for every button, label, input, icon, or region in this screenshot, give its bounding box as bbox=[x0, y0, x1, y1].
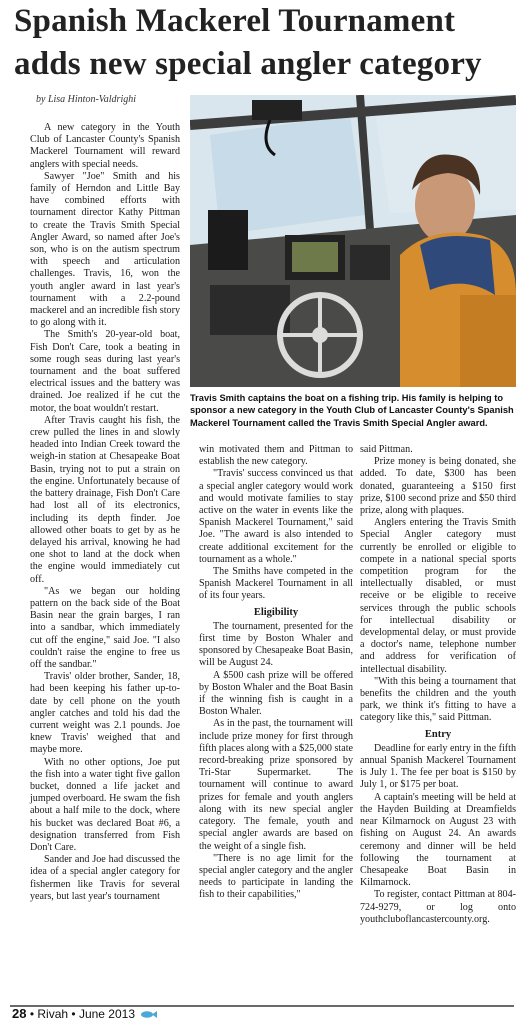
fish-icon bbox=[141, 1008, 157, 1022]
article-paragraph: As in the past, the tournament will include prize money for first through fifth places along with a $25,000 state record-breaking prize sponsored by Tri-Star Supermarket. The tournament will continue to award prizes for female and youth anglers along with its new special angler category. The female, youth and special angler awards are based on the weight of a single fish. bbox=[199, 718, 353, 852]
headline: Spanish Mackerel Tournament adds new special angler category bbox=[14, 3, 482, 82]
article-column-3 bbox=[360, 444, 516, 926]
article-paragraph: The Smiths have competed in the Spanish Mackerel Tournament in all of its four years. bbox=[199, 566, 353, 602]
article-paragraph: The tournament, presented for the first time by Boston Whaler and sponsored by Chesapeake Boat Basin, will be August 24. bbox=[199, 620, 353, 669]
section-subhead: Entry bbox=[424, 728, 452, 740]
article-paragraph: Sander and Joe had discussed the idea of a special angler category for fishermen like Travis for several years, but last year's tournament bbox=[30, 854, 180, 902]
article-paragraph: Anglers entering the Travis Smith Special Angler category must currently be enrolled or eligible to compete in a national special sports competition program for the intellectually disabled, or must receive or be eligible to receive services through the public schools for intellectual disability or developmental delay, or must provide a doctor's name, telephone number and address for verification of intellectual disability. bbox=[360, 517, 516, 675]
magazine-name: Rivah bbox=[37, 1007, 69, 1021]
article-column-1 bbox=[30, 122, 180, 903]
photo-of-boy-at-boat-helm-icon bbox=[190, 95, 516, 387]
article-paragraph: Sawyer "Joe" Smith and his family of Herndon and Little Bay have combined efforts with tournament director Kathy Pittman to create the Travis Smith Special Angler Award, so named after Joe's son, who is on the autism spectrum with speech and articulation challenges. Travis, 16, won the youth angler award in last year's tournament with a 2.2-pound mackerel and an incredible fish story to go along with it. bbox=[30, 170, 180, 329]
article-paragraph: A $500 cash prize will be offered by Boston Whaler and the Boat Basin if the winning fish is caught in a Boston Whaler. bbox=[199, 669, 353, 718]
article-paragraph: The Smith's 20-year-old boat, Fish Don't Care, took a beating in some rough seas during last year's tournament and the boat suffered electrical issues and the battery was drained. Joe realized if he cut the motor, the boat wouldn't restart. bbox=[30, 329, 180, 414]
page-footer bbox=[12, 1006, 157, 1022]
article-paragraph: With no other options, Joe put the fish into a water tight five gallon bucket, donned a life jacket and jumped overboard. He swam the fish about a half mile to the dock, where his bucket was declared Boat #6, a designation transferred from Fish Don't Care. bbox=[30, 756, 180, 853]
article-paragraph: Travis' older brother, Sander, 18, had been keeping his father up-to-date by cell phone on the youth angler catches and told his dad the current weight was 2.1 pounds. Joe knew Travis' weighed that and maybe more. bbox=[30, 671, 180, 756]
article-paragraph: "With this being a tournament that benefits the children and the youth park, we think it's fitting to have a category like this," said Pittman. bbox=[360, 675, 516, 724]
article-paragraph: After Travis caught his fish, the crew pulled the lines in and slowly headed into Indian Creek toward the weigh-in station at Chesapeake Boat Basin, trying not to put a strain on the engine. Unfortunately because of the battery drainage, Fish Don't Care had lost all of its electronics, including its depth finder. Joe allowed other boats to get by as he delayed his arrival, knowing he had one shot to land at the dock when the engine would immediately cut off. bbox=[30, 414, 180, 585]
photo-caption: Travis Smith captains the boat on a fishing trip. His family is helping to sponsor a new category in the Youth Club of Lancaster County's Spanish Mackerel Tournament called the Travis Smith Special Angler award. bbox=[190, 393, 514, 428]
article-paragraph: To register, contact Pittman at 804-724-9279, or log onto youthcluboflancastercounty.org. bbox=[360, 889, 516, 925]
section-subhead: Eligibility bbox=[253, 606, 299, 618]
article-paragraph: win motivated them and Pittman to establish the new category. bbox=[199, 444, 353, 468]
article-paragraph: "There is no age limit for the special angler category and the angler needs to participate in landing the fish to their capabilities," bbox=[199, 852, 353, 901]
article-paragraph: A new category in the Youth Club of Lancaster County's Spanish Mackerel Tournament will reward anglers with special needs. bbox=[30, 122, 180, 170]
footer-separator: • bbox=[71, 1007, 76, 1021]
article-paragraph: "As we began our holding pattern on the back side of the Boat Basin near the grain barges, I ran into a sandbar, which immediately cut off the engine," said Joe. "I also couldn't raise the engine to free us off the sandbar." bbox=[30, 585, 180, 670]
article-paragraph: said Pittman. bbox=[360, 444, 413, 455]
byline: by Lisa Hinton-Valdrighi bbox=[36, 94, 137, 105]
article-paragraph: Deadline for early entry in the fifth annual Spanish Mackerel Tournament is July 1. The fee per boat is $150 by July 1, or $175 per boat. bbox=[360, 742, 516, 791]
issue-date: June 2013 bbox=[78, 1007, 135, 1021]
page-number: 28 bbox=[12, 1006, 27, 1021]
article-paragraph: Prize money is being donated, she added. To date, $300 has been donated, guaranteeing a $150 first prize, $100 second prize and $50 third prize, along with plaques. bbox=[360, 456, 516, 517]
boat-photo bbox=[190, 95, 516, 387]
article-column-2 bbox=[199, 444, 353, 902]
article-paragraph: "Travis' success convinced us that a special angler category would work and would motivate families to stay active on the water in events like the Spanish Mackerel Tournament," said Joe. "The award is also intended to create additional excitement for the tournament as a whole." bbox=[199, 468, 353, 565]
article-paragraph: A captain's meeting will be held at the Hayden Building at Dreamfields near Kilmarnock on August 23 with fishing on August 24. An awards ceremony and dinner will be held following the tournament at Chesapeake Boat Basin in Kilmarnock. bbox=[360, 791, 516, 889]
footer-separator: • bbox=[29, 1007, 35, 1021]
